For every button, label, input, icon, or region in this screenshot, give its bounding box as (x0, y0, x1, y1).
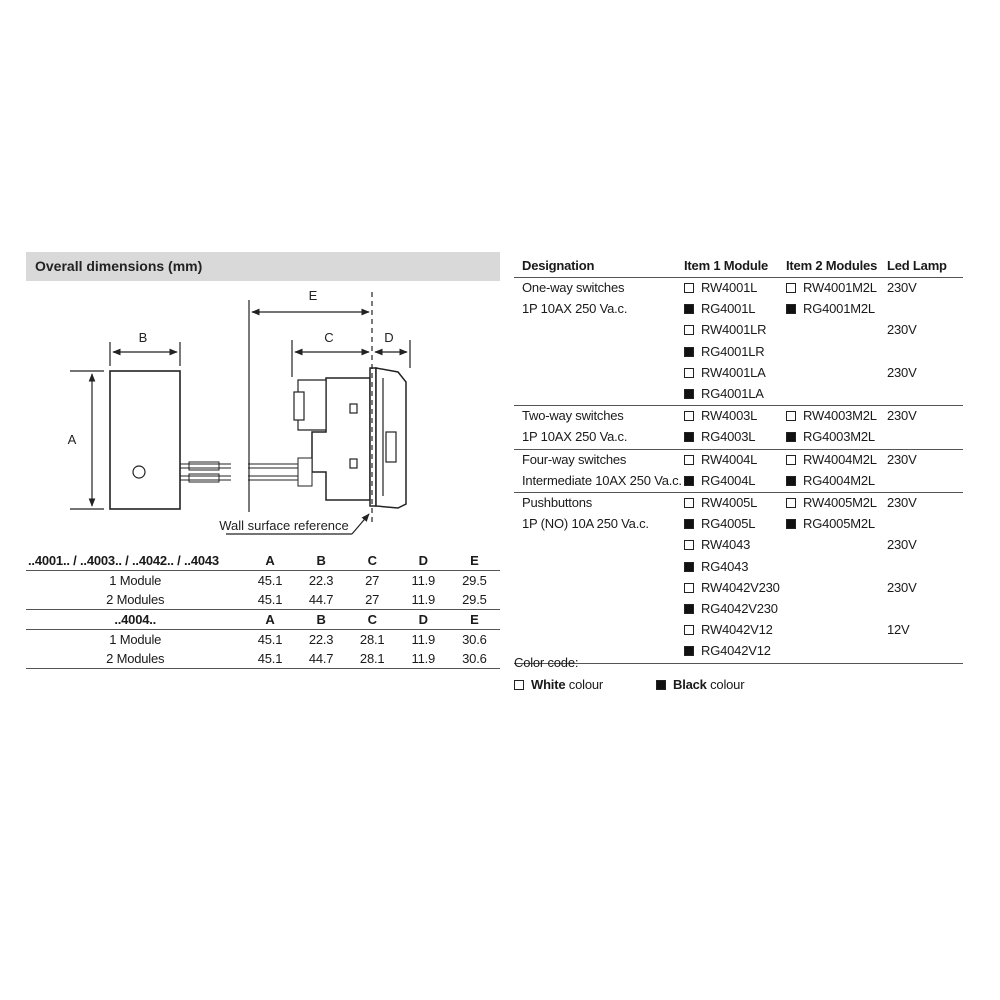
led-lamp: 12V (887, 622, 910, 638)
header-col: D (398, 610, 449, 630)
dimension-table (26, 551, 500, 669)
row-label: 2 Modules (26, 590, 244, 610)
cell-value: 45.1 (257, 573, 283, 588)
white-square-icon (684, 325, 694, 335)
drawing-svg (26, 282, 500, 544)
designation-text: Two-way switches (522, 408, 624, 424)
item-code: RW4005M2L (803, 495, 877, 510)
item-code: RW4004M2L (803, 451, 877, 467)
item-code: RW4003M2L (803, 408, 877, 424)
item-1-module (684, 600, 778, 618)
led-lamp: 230V (887, 322, 917, 338)
legend-title: Color code: (514, 655, 579, 670)
white-square-icon (786, 498, 796, 508)
item-code: RW4005L (701, 495, 758, 510)
led-lamp: 230V (887, 451, 917, 467)
group-divider (514, 449, 963, 450)
white-square-icon (684, 540, 694, 550)
cell-value: 44.7 (296, 590, 347, 610)
cell-value: 45.1 (244, 649, 295, 669)
led-lamp: 230V (887, 364, 917, 380)
item-2-modules (786, 451, 877, 469)
cell-value: 11.9 (398, 590, 449, 610)
cell-value: 11.9 (411, 573, 436, 588)
black-square-icon (684, 562, 694, 572)
code-table-header: Item 1 Module (684, 258, 769, 273)
black-square-icon (656, 680, 666, 690)
item-1-module (684, 279, 757, 297)
designation-text: Four-way switches (522, 451, 627, 467)
led-lamp: 230V (887, 408, 917, 424)
item-code: RG4043 (701, 558, 749, 574)
black-square-icon (684, 347, 694, 357)
item-code: RW4001LA (701, 364, 766, 380)
item-code: RG4005M2L (803, 516, 875, 532)
black-square-icon (684, 476, 694, 486)
item-code: RW4001LR (701, 322, 767, 338)
header-col: D (398, 551, 449, 571)
black-square-icon (786, 519, 796, 529)
item-2-modules (786, 279, 877, 297)
item-code: RW4043 (701, 537, 751, 553)
header-col: C (347, 610, 398, 630)
item-2-modules (786, 300, 875, 318)
table-row (26, 590, 500, 610)
white-square-icon (684, 411, 694, 421)
item-code: RG4001LA (701, 386, 764, 401)
header-col: E (449, 551, 500, 571)
header-model: ..4001.. / ..4003.. / ..4042.. / ..4043 (26, 551, 244, 571)
header-col: C (347, 551, 398, 571)
label-c: C (324, 330, 334, 345)
black-square-icon (786, 304, 796, 314)
front-view-body (110, 371, 180, 509)
table-row (26, 649, 500, 669)
black-square-icon (684, 604, 694, 614)
item-code: RG4001L (701, 301, 756, 317)
label-a: A (67, 432, 77, 447)
header-col: B (296, 551, 347, 571)
item-2-modules (786, 515, 875, 533)
item-2-modules (786, 472, 875, 490)
legend-black: Black colour (656, 677, 744, 692)
item-code: RG4004L (701, 472, 756, 488)
led-lamp: 230V (887, 579, 917, 595)
designation-text: One-way switches (522, 280, 625, 295)
item-1-module (684, 407, 757, 425)
black-square-icon (786, 476, 796, 486)
cell-value: 30.6 (449, 649, 500, 669)
item-2-modules (786, 428, 875, 446)
item-code: RW4003L (701, 408, 758, 424)
item-1-module (684, 428, 755, 446)
item-code: RG4003L (701, 429, 756, 445)
white-square-icon (786, 455, 796, 465)
row-label: 2 Modules (26, 649, 244, 669)
cell-value: 11.9 (411, 632, 436, 647)
legend-white: White colour (514, 677, 603, 692)
cell-value: 22.3 (308, 573, 334, 588)
code-table-header: Designation (522, 258, 595, 273)
item-1-module (684, 321, 766, 339)
black-square-icon (684, 432, 694, 442)
color-legend (514, 655, 814, 699)
white-square-icon (684, 583, 694, 593)
header-model: ..4004.. (26, 610, 244, 630)
cell-value: 45.1 (257, 632, 283, 647)
item-code: RG4004M2L (803, 472, 875, 488)
white-square-icon (684, 625, 694, 635)
label-e: E (308, 288, 318, 303)
table-row (26, 630, 500, 650)
black-square-icon (786, 432, 796, 442)
row-label: 1 Module (109, 573, 162, 588)
item-1-module (684, 472, 755, 490)
item-1-module (684, 343, 764, 361)
white-square-icon (684, 368, 694, 378)
white-square-icon (684, 283, 694, 293)
item-2-modules (786, 407, 877, 425)
table-row (26, 571, 500, 591)
cell-value: 44.7 (296, 649, 347, 669)
black-square-icon (684, 519, 694, 529)
white-square-icon (514, 680, 524, 690)
label-b: B (138, 330, 148, 345)
item-1-module (684, 515, 755, 533)
dimension-table-header (26, 610, 500, 630)
dimension-drawing (26, 282, 500, 544)
item-1-module (684, 300, 755, 318)
item-1-module (684, 558, 748, 576)
section-header (26, 252, 500, 281)
cell-value: 27 (347, 590, 398, 610)
item-code: RW4004L (701, 451, 758, 467)
code-table-header: Item 2 Modules (786, 258, 878, 273)
cell-value: 45.1 (244, 590, 295, 610)
item-code: RG4001M2L (803, 301, 875, 317)
designation-text: 1P 10AX 250 Va.c. (522, 301, 628, 317)
led-lamp: 230V (887, 537, 917, 553)
item-code: RW4042V230 (701, 579, 780, 595)
label-wall-reference: Wall surface reference (219, 518, 349, 533)
item-code: RG4003M2L (803, 429, 875, 445)
designation-text: 1P (NO) 10A 250 Va.c. (522, 516, 649, 532)
item-code: RG4042V12 (701, 643, 771, 659)
white-square-icon (786, 283, 796, 293)
label-d: D (384, 330, 394, 345)
white-square-icon (684, 455, 694, 465)
cell-value: 11.9 (398, 649, 449, 669)
item-code: RG4001LR (701, 343, 765, 359)
cell-value: 29.5 (462, 573, 487, 588)
led-lamp: 230V (887, 280, 917, 295)
item-1-module (684, 579, 780, 597)
cell-value: 22.3 (308, 632, 334, 647)
cell-value: 30.6 (462, 632, 487, 647)
led-lamp: 230V (887, 495, 917, 510)
designation-text: 1P 10AX 250 Va.c. (522, 429, 628, 445)
item-code: RG4042V230 (701, 601, 778, 616)
dimension-table-header (26, 551, 500, 571)
item-1-module (684, 385, 764, 403)
item-1-module (684, 536, 750, 554)
item-code: RW4001M2L (803, 280, 877, 295)
designation-text: Intermediate 10AX 250 Va.c. (522, 472, 682, 488)
black-square-icon (684, 389, 694, 399)
white-square-icon (684, 498, 694, 508)
header-col: E (449, 610, 500, 630)
item-code: RW4042V12 (701, 622, 773, 638)
code-table-header: Led Lamp (887, 258, 947, 273)
cell-value: 28.1 (347, 649, 398, 669)
cell-value: 28.1 (359, 632, 385, 647)
white-square-icon (786, 411, 796, 421)
item-1-module (684, 494, 757, 512)
item-1-module (684, 621, 773, 639)
group-divider (514, 405, 963, 406)
row-label: 1 Module (109, 632, 162, 647)
header-col: A (244, 551, 295, 571)
item-code: RG4005L (701, 516, 756, 532)
group-divider (514, 492, 963, 493)
cell-value: 29.5 (449, 590, 500, 610)
item-1-module (684, 451, 757, 469)
header-col: B (296, 610, 347, 630)
item-1-module (684, 364, 766, 382)
black-square-icon (684, 304, 694, 314)
section-title: Overall dimensions (mm) (35, 258, 203, 274)
item-code: RW4001L (701, 280, 758, 295)
header-divider (514, 277, 963, 278)
header-col: A (244, 610, 295, 630)
item-2-modules (786, 494, 877, 512)
designation-text: Pushbuttons (522, 495, 593, 510)
cell-value: 27 (365, 573, 380, 588)
